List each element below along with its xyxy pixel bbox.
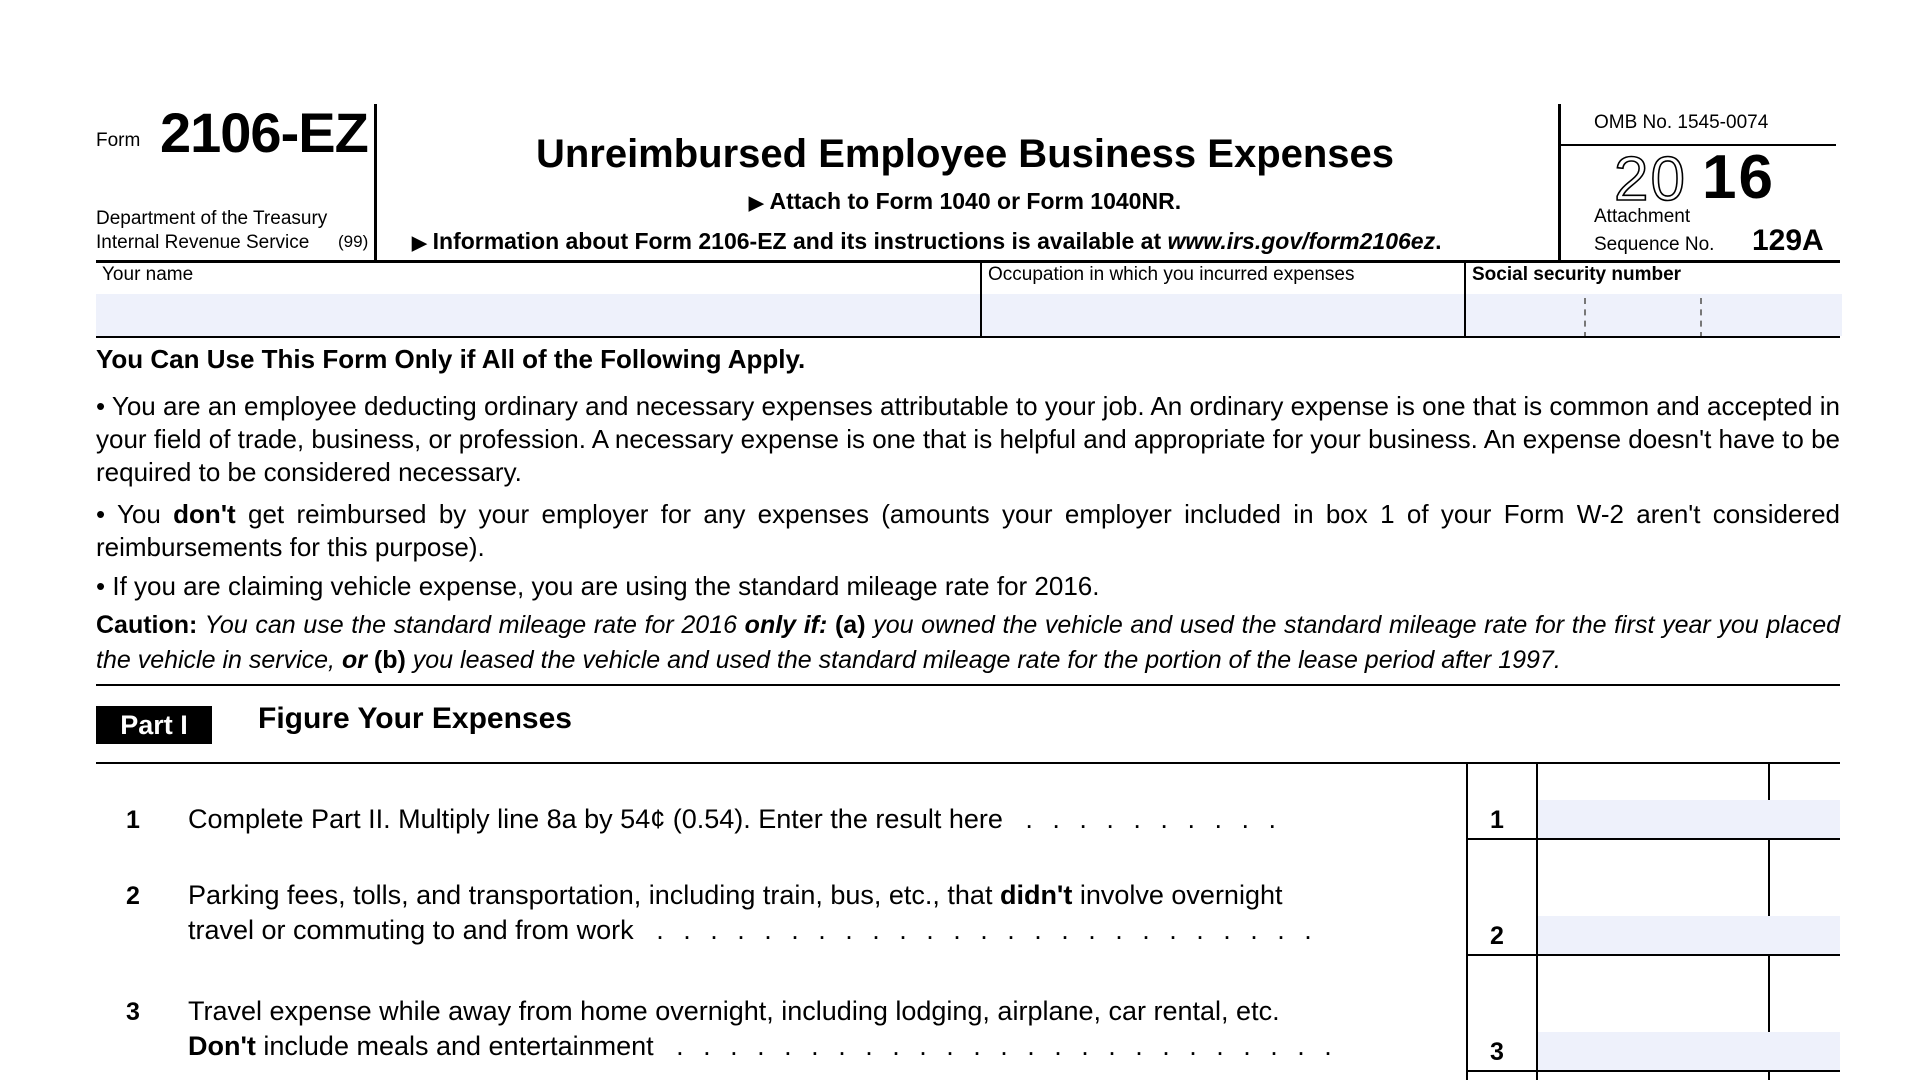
condition-bullet-3: • If you are claiming vehicle expense, you are using the standard mileage rate for 2016. <box>96 571 1100 601</box>
line-2-amount-field[interactable] <box>1538 916 1840 956</box>
occupation-cell <box>980 262 1466 338</box>
line-1-description: Complete Part II. Multiply line 8a by 54¢ (0.54). Enter the result here . . . . . . . . . . <box>188 804 1282 834</box>
form-number: 2106-EZ <box>160 101 368 164</box>
name-label: Your name <box>102 264 194 285</box>
ssn-label: Social security number <box>1472 264 1682 285</box>
row-rule <box>1466 838 1840 840</box>
header-divider-right <box>1558 104 1561 262</box>
irs-code: (99) <box>338 232 369 251</box>
name-field[interactable] <box>96 294 980 336</box>
caution-note: Caution: You can use the standard mileage rate for 2016 only if: (a) you owned the vehicle and used the standard mileage rate for the first year you placed the vehicle in service, or (b) you leased the vehicle and used the standard mileage rate for the portion of the lease period after 1997. <box>96 611 1841 674</box>
line-box-number: 2 <box>1490 922 1504 950</box>
irs-url-link[interactable]: www.irs.gov/form2106ez <box>1167 228 1436 254</box>
bullet-icon: • <box>96 391 106 421</box>
row-rule <box>1466 954 1840 956</box>
part-badge: Part I <box>96 706 212 744</box>
ssn-field[interactable] <box>1466 294 1842 336</box>
info-instruction: ▶ Information about Form 2106-EZ and its instructions is available at www.irs.gov/form2106ez. <box>412 228 1442 254</box>
identity-row-rule <box>96 336 1840 338</box>
occupation-field[interactable] <box>982 294 1466 336</box>
ssn-separator <box>1584 298 1586 338</box>
condition-bullet-2: • You don't get reimbursed by your employer for any expenses (amounts your employer included in box 1 of your Form W-2 aren't considered reimbursements for this purpose). <box>96 499 1840 562</box>
line-3-description: Travel expense while away from home overnight, including lodging, airplane, car rental, etc. Don't include meals and entertainment . . . . . . . . . . . . . . . . . . . . . . . . . <box>188 996 1338 1061</box>
irs-label: Internal Revenue Service <box>96 232 310 253</box>
line-3-amount-field[interactable] <box>1538 1032 1840 1072</box>
tax-year-solid: 16 <box>1702 143 1775 212</box>
row-rule <box>1466 1070 1840 1072</box>
omb-rule <box>1560 144 1836 146</box>
grid-line <box>1466 762 1468 1080</box>
line-box-number: 1 <box>1490 806 1504 834</box>
line-1-amount-field[interactable] <box>1538 800 1840 840</box>
identity-row <box>96 262 1840 338</box>
ssn-cell <box>1464 262 1842 338</box>
form-label: Form <box>96 130 141 151</box>
line-box-number: 3 <box>1490 1038 1504 1066</box>
conditions-heading: You Can Use This Form Only if All of the Following Apply. <box>96 344 806 374</box>
omb-number: OMB No. 1545-0074 <box>1594 112 1769 133</box>
arrow-right-icon: ▶ <box>412 233 427 254</box>
name-cell <box>96 262 980 338</box>
header-divider-left <box>374 104 377 262</box>
tax-year-outline: 20 <box>1614 145 1687 214</box>
sequence-label: Sequence No. <box>1594 234 1715 255</box>
line-number: 2 <box>126 882 140 910</box>
attachment-label: Attachment <box>1594 206 1691 227</box>
arrow-right-icon: ▶ <box>748 193 764 214</box>
condition-bullet-1: • You are an employee deducting ordinary and necessary expenses attributable to your job. An ordinary expense is one that is common and accepted in your field of trade, business, or profession. A necessary expense is one that is helpful and appropriate for your business. An expense doesn't have to be required to be considered necessary. <box>96 391 1840 487</box>
sequence-number: 129A <box>1752 224 1824 257</box>
part-title: Figure Your Expenses <box>258 702 572 735</box>
part-rule <box>96 762 1840 764</box>
bullet-icon: • <box>96 571 106 601</box>
department-label: Department of the Treasury <box>96 208 328 229</box>
occupation-label: Occupation in which you incurred expenses <box>988 264 1355 285</box>
line-number: 1 <box>126 806 140 834</box>
form-title: Unreimbursed Employee Business Expenses <box>535 132 1395 176</box>
line-number: 3 <box>126 998 140 1026</box>
section-rule <box>96 684 1840 686</box>
line-2-description: Parking fees, tolls, and transportation, including train, bus, etc., that didn't involve overnight travel or commuting to and from work . . . . . . . . . . . . . . . . . . . . . . . . . <box>188 880 1318 945</box>
attach-instruction: ▶ Attach to Form 1040 or Form 1040NR. <box>748 188 1182 214</box>
bullet-icon: • <box>96 499 106 529</box>
ssn-separator <box>1700 298 1702 338</box>
